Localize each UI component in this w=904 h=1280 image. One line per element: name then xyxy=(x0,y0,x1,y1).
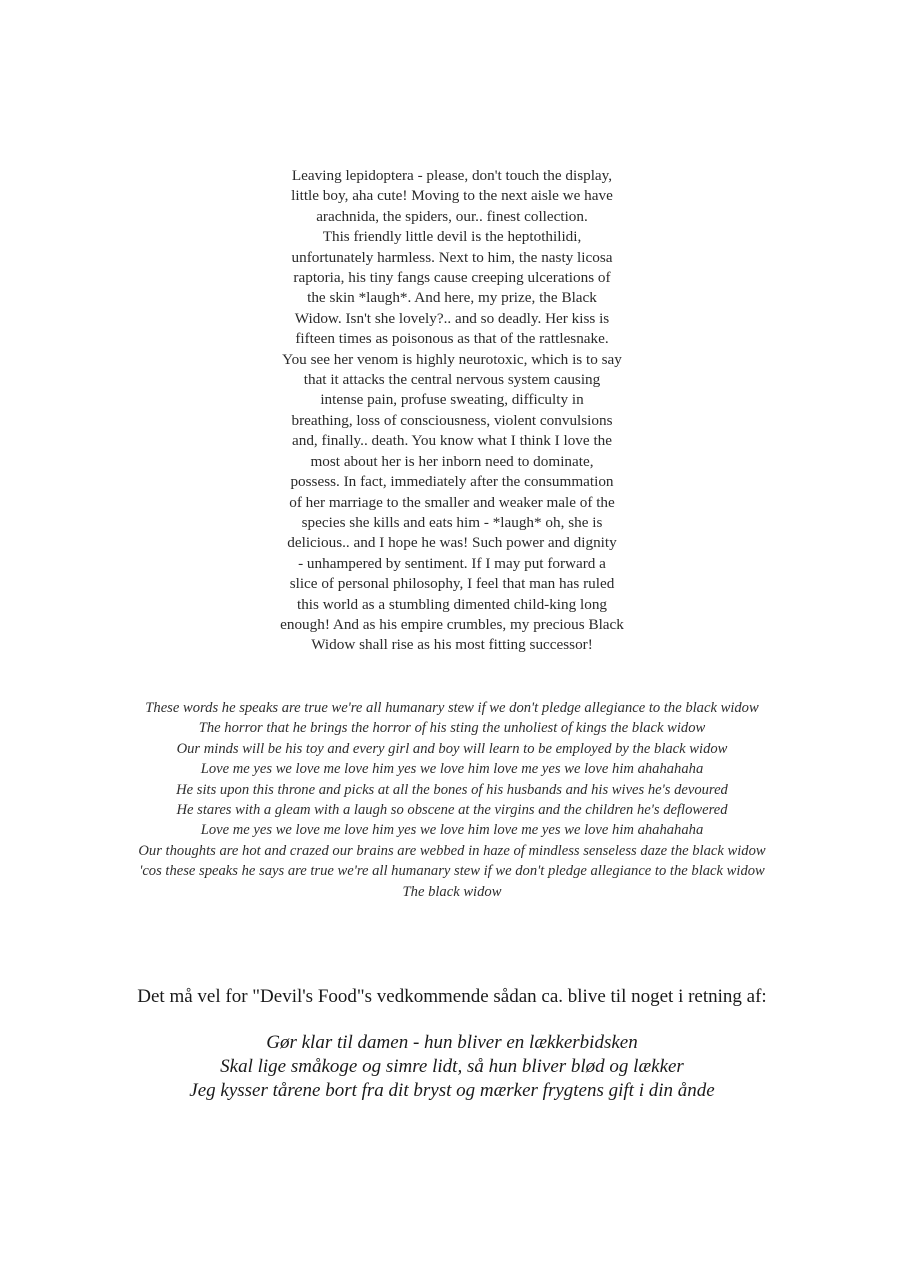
monologue-line: arachnida, the spiders, our.. finest collection. xyxy=(316,207,588,225)
monologue-line: enough! And as his empire crumbles, my precious Black xyxy=(280,615,624,633)
monologue-line: species she kills and eats him - *laugh* oh, she is xyxy=(301,513,603,531)
monologue-paragraph xyxy=(232,166,672,656)
monologue-line: possess. In fact, immediately after the consummation xyxy=(290,473,614,491)
lyrics-line: He stares with a gleam with a laugh so obscene at the virgins and the children he's deflowered xyxy=(176,802,728,819)
lyrics-line: Love me yes we love me love him yes we love him love me yes we love him ahahahaha xyxy=(200,822,704,839)
lyrics-line: 'cos these speaks he says are true we're all humanary stew if we don't pledge allegiance to the black widow xyxy=(139,863,765,880)
monologue-line: breathing, loss of consciousness, violent convulsions xyxy=(291,411,613,429)
monologue-line: of her marriage to the smaller and weaker male of the xyxy=(289,493,615,511)
monologue-line: You see her venom is highly neurotoxic, which is to say xyxy=(282,350,622,368)
monologue-line: and, finally.. death. You know what I think I love the xyxy=(291,432,612,450)
danish-translation-line: Gør klar til damen - hun bliver en lækkerbidsken xyxy=(266,1032,638,1053)
lyrics-line: Our thoughts are hot and crazed our brains are webbed in haze of mindless senseless daze the black widow xyxy=(138,842,766,859)
lyrics-line: The horror that he brings the horror of his sting the unholiest of kings the black widow xyxy=(198,720,706,737)
monologue-line: - unhampered by sentiment. If I may put forward a xyxy=(298,554,606,572)
monologue-line: this world as a stumbling dimented child-king long xyxy=(296,595,608,613)
monologue-line: most about her is her inborn need to dominate, xyxy=(310,452,594,470)
monologue-line: Widow. Isn't she lovely?.. and so deadly. Her kiss is xyxy=(294,309,610,327)
monologue-line: intense pain, profuse sweating, difficulty in xyxy=(320,391,584,409)
monologue-line: Leaving lepidoptera - please, don't touch the display, xyxy=(291,167,613,184)
monologue-line: raptoria, his tiny fangs cause creeping ulcerations of xyxy=(293,269,611,287)
monologue-line: slice of personal philosophy, I feel that man has ruled xyxy=(289,575,615,593)
lyrics-line: Our minds will be his toy and every girl and boy will learn to be employed by the black widow xyxy=(176,740,728,757)
monologue-line: This friendly little devil is the heptothilidi, xyxy=(322,228,582,246)
monologue-line: Widow shall rise as his most fitting successor! xyxy=(311,636,593,654)
monologue-line: that it attacks the central nervous system causing xyxy=(303,371,601,389)
monologue-line: delicious.. and I hope he was! Such power and dignity xyxy=(287,534,617,552)
lyrics-line: Love me yes we love me love him yes we love him love me yes we love him ahahahaha xyxy=(200,761,704,778)
lyrics-line: The black widow xyxy=(402,883,502,900)
lyrics-line: He sits upon this throne and picks at all the bones of his husbands and his wives he's devoured xyxy=(176,781,728,798)
monologue-line: little boy, aha cute! Moving to the next aisle we have xyxy=(291,187,613,205)
danish-commentary: Det må vel for "Devil's Food"s vedkommende sådan ca. blive til noget i retning af: xyxy=(137,986,767,1007)
danish-translation-block xyxy=(80,1031,824,1103)
danish-translation-line: Jeg kysser tårene bort fra dit bryst og mærker frygtens gift i din ånde xyxy=(189,1080,715,1101)
lyrics-line: These words he speaks are true we're all humanary stew if we don't pledge allegiance to the black widow xyxy=(145,700,759,716)
danish-translation-line: Skal lige småkoge og simre lidt, så hun bliver blød og lækker xyxy=(220,1056,684,1077)
lyrics-block xyxy=(100,698,804,902)
monologue-line: unfortunately harmless. Next to him, the nasty licosa xyxy=(291,248,613,266)
monologue-line: the skin *laugh*. And here, my prize, the Black xyxy=(307,289,597,307)
monologue-line: fifteen times as poisonous as that of the rattlesnake. xyxy=(295,330,609,348)
